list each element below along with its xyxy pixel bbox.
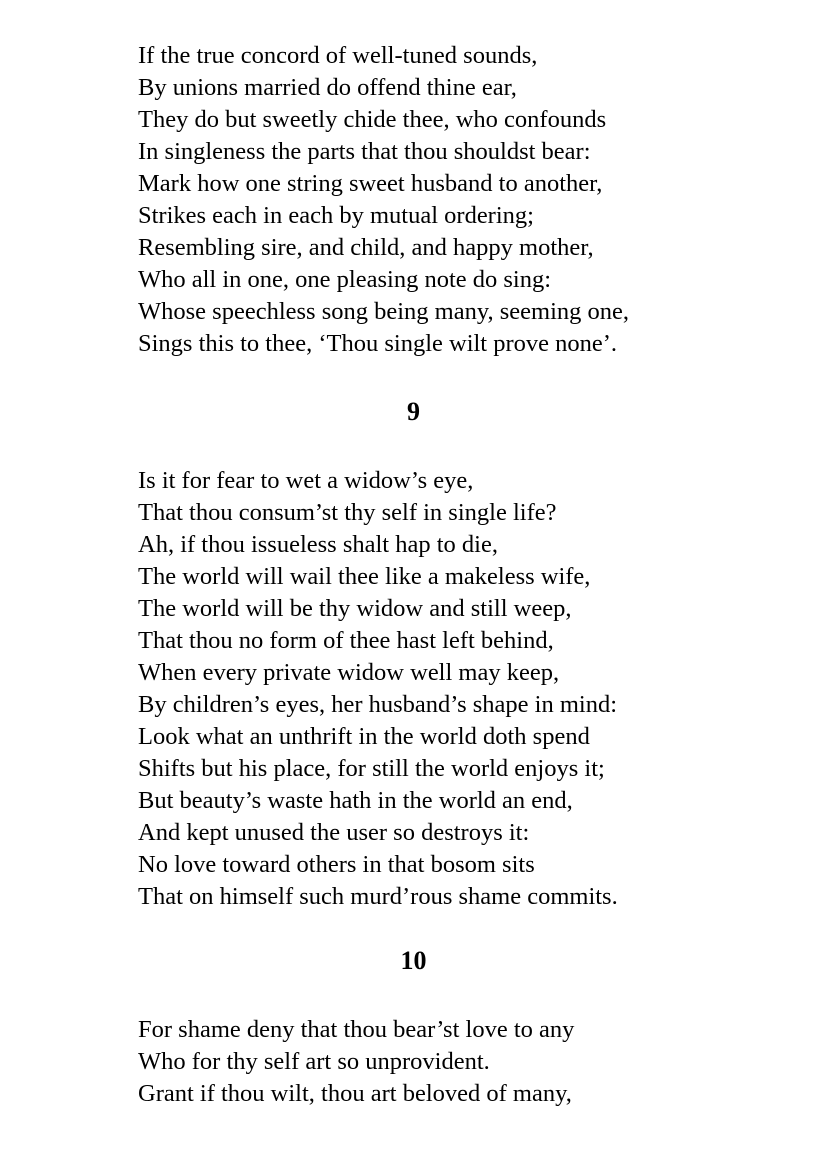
poem-line: But beauty’s waste hath in the world an end, [138,787,573,814]
poem-line: By unions married do offend thine ear, [138,74,517,101]
poem-line: Grant if thou wilt, thou art beloved of many, [138,1080,572,1107]
poem-line: For shame deny that thou bear’st love to any [138,1016,575,1043]
sonnet-8-tail-stanza [138,40,629,360]
poem-line: Sings this to thee, ‘Thou single wilt prove none’. [138,330,618,357]
poem-line: Ah, if thou issueless shalt hap to die, [138,531,498,558]
poem-line: Is it for fear to wet a widow’s eye, [138,467,474,494]
sonnet-10-number: 10 [400,946,427,975]
poem-line: The world will be thy widow and still weep, [138,595,572,622]
poem-line: By children’s eyes, her husband’s shape in mind: [138,691,618,718]
poem-line: They do but sweetly chide thee, who confounds [138,106,607,133]
poem-line: No love toward others in that bosom sits [138,851,535,878]
poem-line: When every private widow well may keep, [138,659,560,686]
poem-line: Resembling sire, and child, and happy mother, [138,234,594,261]
poem-line: Look what an unthrift in the world doth spend [138,723,590,750]
poem-line: That thou consum’st thy self in single life? [138,499,557,526]
poem-line: That thou no form of thee hast left behind, [138,627,554,654]
poem-line: That on himself such murd’rous shame commits. [138,883,618,910]
sonnet-9-stanza [138,465,618,913]
poem-line: In singleness the parts that thou shouldst bear: [138,138,591,165]
poem-line: Whose speechless song being many, seeming one, [138,298,630,325]
poem-line: Who for thy self art so unprovident. [138,1048,490,1075]
poem-line: Shifts but his place, for still the world enjoys it; [138,755,605,782]
poem-line: Who all in one, one pleasing note do sing: [138,266,552,293]
poem-line: Mark how one string sweet husband to another, [138,170,603,197]
poem-line: If the true concord of well-tuned sounds, [138,42,538,69]
poem-line: Strikes each in each by mutual ordering; [138,202,534,229]
sonnet-10-stanza [138,1014,574,1110]
sonnet-9-number: 9 [407,397,420,426]
poem-line: And kept unused the user so destroys it: [138,819,530,846]
poem-line: The world will wail thee like a makeless wife, [138,563,591,590]
